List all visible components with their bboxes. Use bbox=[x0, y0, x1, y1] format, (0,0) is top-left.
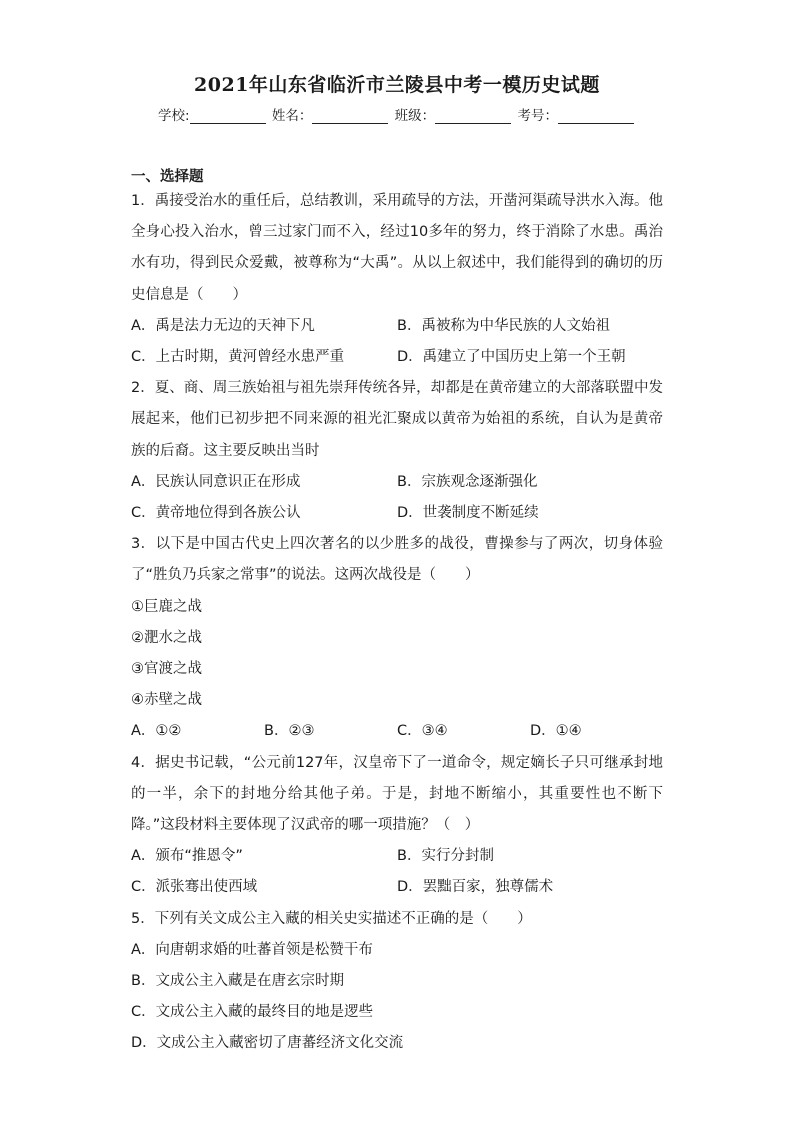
question-3-option-c[interactable]: C．③④ bbox=[397, 723, 448, 740]
questions-body bbox=[131, 186, 663, 1060]
question-3-options-row bbox=[131, 716, 663, 747]
question-4-option-a[interactable]: A．颁布“推恩令” bbox=[131, 848, 243, 865]
question-4-options-row-1 bbox=[131, 841, 663, 872]
school-label: 学校: bbox=[158, 108, 190, 124]
question-4-option-c[interactable]: C．派张骞出使西域 bbox=[131, 879, 258, 896]
question-3-item-1: ①巨鹿之战 bbox=[131, 598, 202, 615]
question-2-option-c[interactable]: C．黄帝地位得到各族公认 bbox=[131, 505, 301, 522]
question-4-option-d[interactable]: D．罢黜百家，独尊儒术 bbox=[397, 879, 554, 896]
class-label: 班级： bbox=[394, 108, 436, 124]
section-title: 一、选择题 bbox=[131, 169, 204, 185]
question-1-stem: 1．禹接受治水的重任后，总结教训，采用疏导的方法，开凿河渠疏导洪水入海。他全身心投入治水，曾三过家门而不入，经过10多年的努力，终于消除了水患。禹治水有功，得到民众爱戴，被尊称为“大禹”。从以上叙述中，我们能得到的确切的历史信息是（ ） bbox=[131, 193, 663, 303]
student-info-line bbox=[0, 104, 794, 124]
question-5-option-a[interactable]: A．向唐朝求婚的吐蕃首领是松赞干布 bbox=[131, 941, 373, 958]
question-4-options-row-2 bbox=[131, 872, 663, 903]
question-3-item-2: ②淝水之战 bbox=[131, 629, 202, 646]
question-2-option-a[interactable]: A．民族认同意识正在形成 bbox=[131, 473, 301, 490]
exam-number-label: 考号： bbox=[517, 108, 558, 124]
question-4-option-b[interactable]: B．实行分封制 bbox=[397, 848, 494, 865]
question-3-item-4: ④赤壁之战 bbox=[131, 692, 202, 709]
question-1-options-row-2 bbox=[131, 342, 663, 373]
question-1-option-c[interactable]: C．上古时期，黄河曾经水患严重 bbox=[131, 349, 345, 366]
question-1-option-a[interactable]: A．禹是法力无边的天神下凡 bbox=[131, 317, 315, 334]
class-blank[interactable] bbox=[435, 109, 511, 124]
exam-number-blank[interactable] bbox=[558, 109, 634, 124]
school-blank[interactable] bbox=[190, 109, 266, 124]
name-label: 姓名： bbox=[271, 108, 313, 124]
question-3-option-d[interactable]: D．①④ bbox=[530, 723, 582, 740]
question-1-option-b[interactable]: B．禹被称为中华民族的人文始祖 bbox=[397, 317, 610, 334]
question-1-options-row-1 bbox=[131, 311, 663, 342]
question-4-stem: 4．据史书记载，“公元前127年，汉皇帝下了一道命令，规定嫡长子只可继承封地的一半，余下的封地分给其他子弟。于是，封地不断缩小，其重要性也不断下降。”这段材料主要体现了汉武帝的哪一项措施？（ ） bbox=[131, 754, 663, 834]
question-2-stem: 2．夏、商、周三族始祖与祖先崇拜传统各异，却都是在黄帝建立的大部落联盟中发展起来，他们已初步把不同来源的祖光汇聚成以黄帝为始祖的系统，自认为是黄帝族的后裔。这主要反映出当时 bbox=[131, 380, 663, 459]
question-5-option-c[interactable]: C．文成公主入藏的最终目的地是逻些 bbox=[131, 1004, 374, 1021]
question-2-options-row-1 bbox=[131, 467, 663, 498]
exam-title: 2021年山东省临沂市兰陵县中考一模历史试题 bbox=[194, 74, 600, 96]
question-3-stem: 3．以下是中国古代史上四次著名的以少胜多的战役，曹操参与了两次，切身体验了“胜负乃兵家之常事”的说法。这两次战役是（ ） bbox=[131, 536, 663, 584]
question-5-option-d[interactable]: D．文成公主入藏密切了唐蕃经济文化交流 bbox=[131, 1035, 404, 1052]
question-3-option-b[interactable]: B．②③ bbox=[264, 723, 315, 740]
question-2-option-b[interactable]: B．宗族观念逐渐强化 bbox=[397, 473, 538, 490]
question-5-option-b[interactable]: B．文成公主入藏是在唐玄宗时期 bbox=[131, 973, 344, 990]
name-blank[interactable] bbox=[312, 109, 388, 124]
question-2-options-row-2 bbox=[131, 498, 663, 529]
question-5-stem: 5．下列有关文成公主入藏的相关史实描述不正确的是（ ） bbox=[131, 910, 532, 927]
question-1-option-d[interactable]: D．禹建立了中国历史上第一个王朝 bbox=[397, 349, 626, 366]
question-3-item-3: ③官渡之战 bbox=[131, 661, 202, 678]
question-2-option-d[interactable]: D．世袭制度不断延续 bbox=[397, 505, 539, 522]
question-3-option-a[interactable]: A．①② bbox=[131, 723, 182, 740]
